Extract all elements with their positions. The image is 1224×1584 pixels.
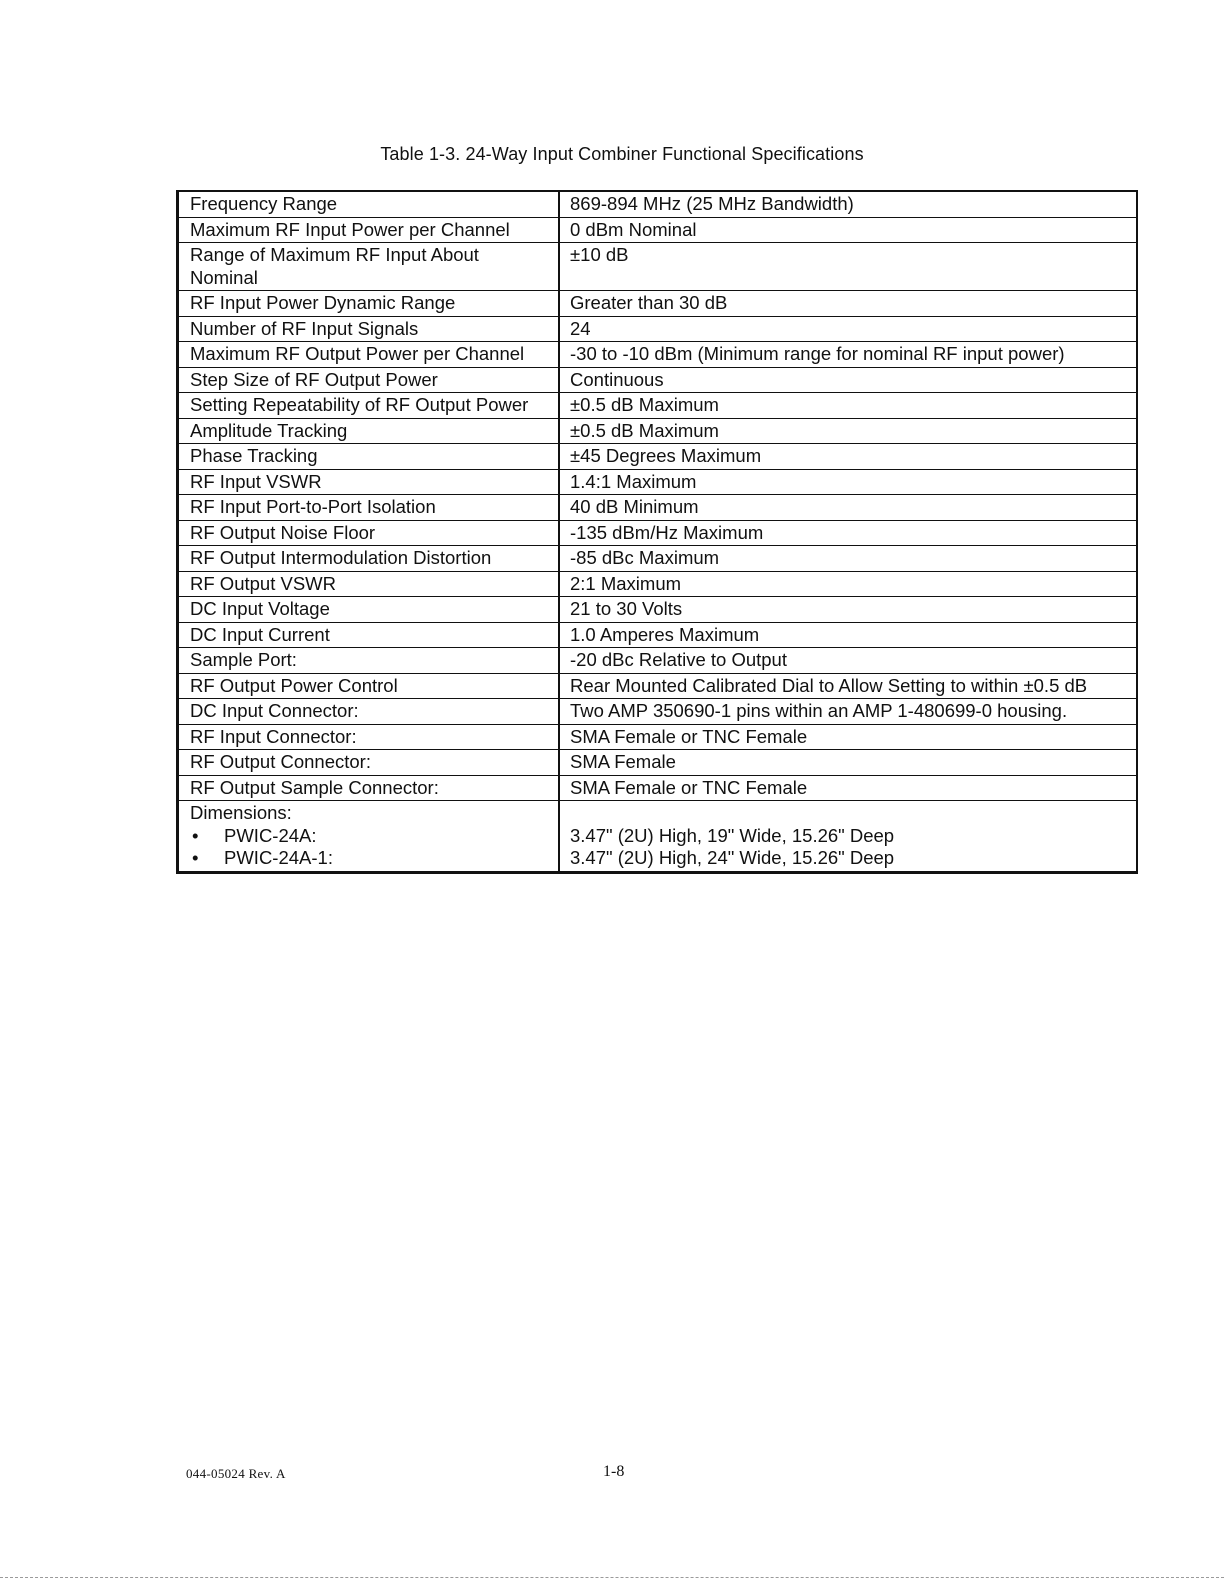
value-cell: 1.4:1 Maximum [570,470,697,492]
bullet-icon: • [192,847,199,868]
value-cell: 40 dB Minimum [570,496,699,517]
table-row [179,192,1136,217]
param-cell: RF Input VSWR [179,470,560,495]
table-row [179,571,1136,597]
param-cell: RF Output Intermodulation Distortion [179,546,560,571]
table-row [179,290,1136,316]
value-cell: Rear Mounted Calibrated Dial to Allow Setting to within ±0.5 dB [570,674,1088,696]
value-cell: ±45 Degrees Maximum [570,445,762,466]
table-row [179,673,1136,699]
dimension-value: 3.47" (2U) High, 24" Wide, 15.26" Deep [570,847,895,868]
specifications-table [176,190,1138,874]
table-row [179,775,1136,801]
scan-edge-line [0,1577,1224,1579]
value-cell: ±0.5 dB Maximum [570,419,719,441]
value-cell: -135 dBm/Hz Maximum [570,521,764,543]
dimensions-value-cell [560,801,1136,871]
param-cell: RF Input Connector: [179,725,560,750]
table-row [179,520,1136,546]
value-cell: 869-894 MHz (25 MHz Bandwidth) [570,193,854,214]
param-cell: DC Input Voltage [179,597,560,622]
table-row [179,217,1136,243]
value-cell: Continuous [570,368,664,390]
value-cell: Two AMP 350690-1 pins within an AMP 1-480699-0 housing. [570,700,1068,721]
param-cell: Range of Maximum RF Input About Nominal [179,243,560,290]
dimension-item [190,847,548,870]
value-cell: 2:1 Maximum [570,572,682,594]
bullet-icon: • [192,824,199,846]
param-cell: RF Output Sample Connector: [179,776,560,801]
value-cell: ±0.5 dB Maximum [570,394,719,415]
model-name: PWIC-24A: [224,824,317,846]
value-cell: ±10 dB [570,244,629,265]
value-cell: -30 to -10 dBm (Minimum range for nominal RF input power) [570,343,1065,364]
param-cell: Amplitude Tracking [179,419,560,444]
param-cell: Number of RF Input Signals [179,317,560,342]
dimension-value: 3.47" (2U) High, 19" Wide, 15.26" Deep [570,824,895,846]
table-row [179,418,1136,444]
table-row [179,469,1136,495]
param-cell: Phase Tracking [179,444,560,469]
table-row [179,545,1136,571]
param-cell: RF Output Noise Floor [179,521,560,546]
value-cell: Greater than 30 dB [570,292,728,313]
dimensions-label: Dimensions: [190,802,292,823]
page-number: 1-8 [603,1463,625,1480]
table-row [179,242,1136,290]
value-cell: -85 dBc Maximum [570,547,720,568]
model-name: PWIC-24A-1: [224,847,333,868]
param-cell: Maximum RF Input Power per Channel [179,218,560,243]
table-row [179,596,1136,622]
value-cell: -20 dBc Relative to Output [570,649,787,670]
value-cell: 21 to 30 Volts [570,598,683,619]
param-cell: Sample Port: [179,648,560,673]
param-cell: RF Output Connector: [179,750,560,775]
table-row [179,698,1136,724]
value-cell: 24 [570,317,591,339]
value-cell: 0 dBm Nominal [570,218,697,240]
table-row [179,341,1136,367]
param-cell: Frequency Range [179,192,560,217]
dimensions-param-cell [179,801,560,871]
document-number: 044-05024 Rev. A [186,1466,286,1481]
param-cell: Step Size of RF Output Power [179,368,560,393]
param-cell: RF Output VSWR [179,572,560,597]
table-row [179,724,1136,750]
param-cell: DC Input Connector: [179,699,560,724]
param-cell: DC Input Current [179,623,560,648]
table-row [179,367,1136,393]
param-cell: RF Output Power Control [179,674,560,699]
value-cell: SMA Female [570,751,676,772]
value-cell: SMA Female or TNC Female [570,776,808,798]
table-row [179,443,1136,469]
dimension-item [190,825,548,848]
value-cell: 1.0 Amperes Maximum [570,623,760,645]
value-cell: SMA Female or TNC Female [570,725,808,747]
table-row [179,749,1136,775]
table-row [179,316,1136,342]
table-caption: Table 1-3. 24-Way Input Combiner Functional Specifications [380,144,864,164]
table-row [179,647,1136,673]
param-cell: Maximum RF Output Power per Channel [179,342,560,367]
param-cell: RF Input Port-to-Port Isolation [179,495,560,520]
table-row [179,494,1136,520]
param-cell: RF Input Power Dynamic Range [179,291,560,316]
dimensions-row [179,800,1136,871]
table-row [179,622,1136,648]
table-row [179,392,1136,418]
param-cell: Setting Repeatability of RF Output Power [179,393,560,418]
